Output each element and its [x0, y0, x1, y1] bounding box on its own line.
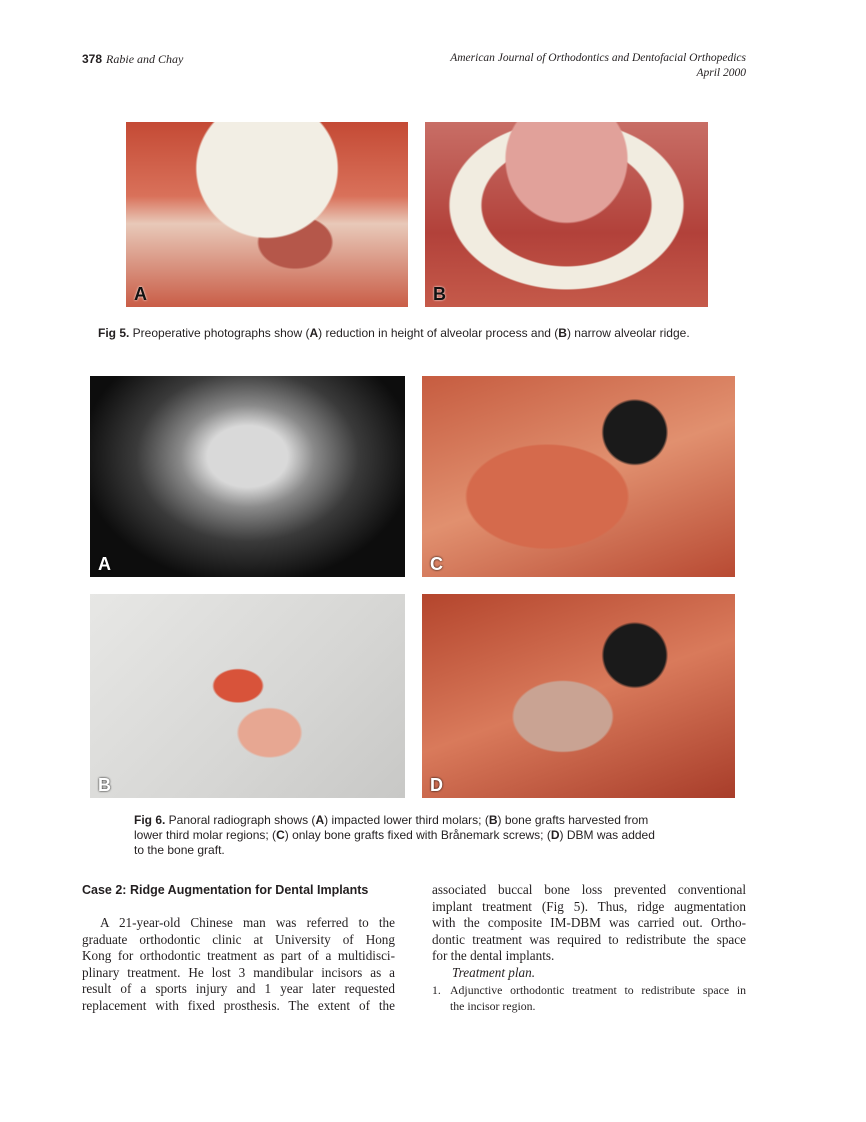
text-line: associated buccal bone loss prevented conventional — [432, 882, 746, 897]
caption-text: Panoral radiograph shows ( — [165, 813, 316, 827]
authors: Rabie and Chay — [106, 52, 184, 66]
caption-text: ) narrow alveolar ridge. — [566, 326, 690, 340]
text-line: for the dental implants. — [432, 948, 555, 964]
caption-text: to the bone graft. — [134, 843, 225, 857]
caption-panel-ref: B — [558, 326, 567, 340]
text-line: graduate orthodontic clinic at University of Hong — [82, 931, 395, 947]
section-heading: Case 2: Ridge Augmentation for Dental Implants — [82, 883, 369, 897]
list-item — [432, 982, 746, 1015]
running-head-right — [450, 51, 746, 81]
text-line: implant treatment (Fig 5). Thus, ridge augmentation — [432, 898, 746, 914]
panel-label: B — [98, 775, 111, 795]
text-line: Kong for orthodontic treatment as part of a multidisci- — [82, 948, 395, 964]
fig5-caption — [98, 326, 690, 341]
caption-panel-ref: D — [550, 828, 560, 842]
body-left-column — [82, 915, 395, 1015]
fig5-photo-a — [126, 122, 408, 307]
text-line: plinary treatment. He lost 3 mandibular incisors as a — [82, 964, 395, 980]
fig6-photo-d — [422, 594, 735, 798]
panel-label: A — [98, 554, 111, 574]
subheading: Treatment plan. — [452, 964, 536, 980]
caption-text: lower third molar regions; ( — [134, 828, 277, 842]
fig6-photo-c — [422, 376, 735, 577]
text-line: A 21-year-old Chinese man was referred to the — [100, 915, 395, 930]
issue-date: April 2000 — [696, 67, 746, 79]
text-line: result of a sports injury and 1 year later requested — [82, 981, 395, 997]
caption-text: ) DBM was added — [559, 828, 655, 842]
caption-label: Fig 6. — [134, 813, 166, 827]
fig6-caption — [134, 813, 714, 858]
body-right-column — [432, 882, 746, 1015]
text-line: replacement with fixed prosthesis. The extent of the — [82, 997, 395, 1013]
caption-panel-ref: A — [315, 813, 325, 827]
text-line: Adjunctive orthodontic treatment to redistribute space in — [450, 982, 746, 997]
caption-text: ) reduction in height of alveolar process and ( — [318, 326, 559, 340]
text-line: dontic treatment was required to redistribute the space — [432, 931, 746, 947]
page-number: 378 — [82, 52, 103, 66]
journal-name: American Journal of Orthodontics and Dentofacial Orthopedics — [450, 52, 746, 64]
panel-label: A — [134, 284, 147, 304]
caption-panel-ref: C — [276, 828, 285, 842]
list-number: 1. — [432, 982, 441, 997]
fig6-photo-b — [90, 594, 405, 798]
caption-panel-ref: A — [309, 326, 319, 340]
caption-label: Fig 5. — [98, 326, 130, 340]
caption-text: Preoperative photographs show ( — [129, 326, 310, 340]
text-line: with the composite IM-DBM was carried out. Ortho- — [432, 915, 746, 931]
caption-text: ) onlay bone grafts fixed with Brånemark screws; ( — [284, 828, 551, 842]
fig5-photo-b — [425, 122, 708, 307]
fig6-radiograph-a — [90, 376, 405, 577]
panel-label: B — [433, 284, 446, 304]
running-head-left — [82, 50, 183, 68]
panel-label: C — [430, 554, 443, 574]
caption-text: ) impacted lower third molars; ( — [324, 813, 489, 827]
caption-text: ) bone grafts harvested from — [497, 813, 649, 827]
text-line: the incisor region. — [450, 999, 536, 1014]
caption-panel-ref: B — [488, 813, 498, 827]
panel-label: D — [430, 775, 443, 795]
